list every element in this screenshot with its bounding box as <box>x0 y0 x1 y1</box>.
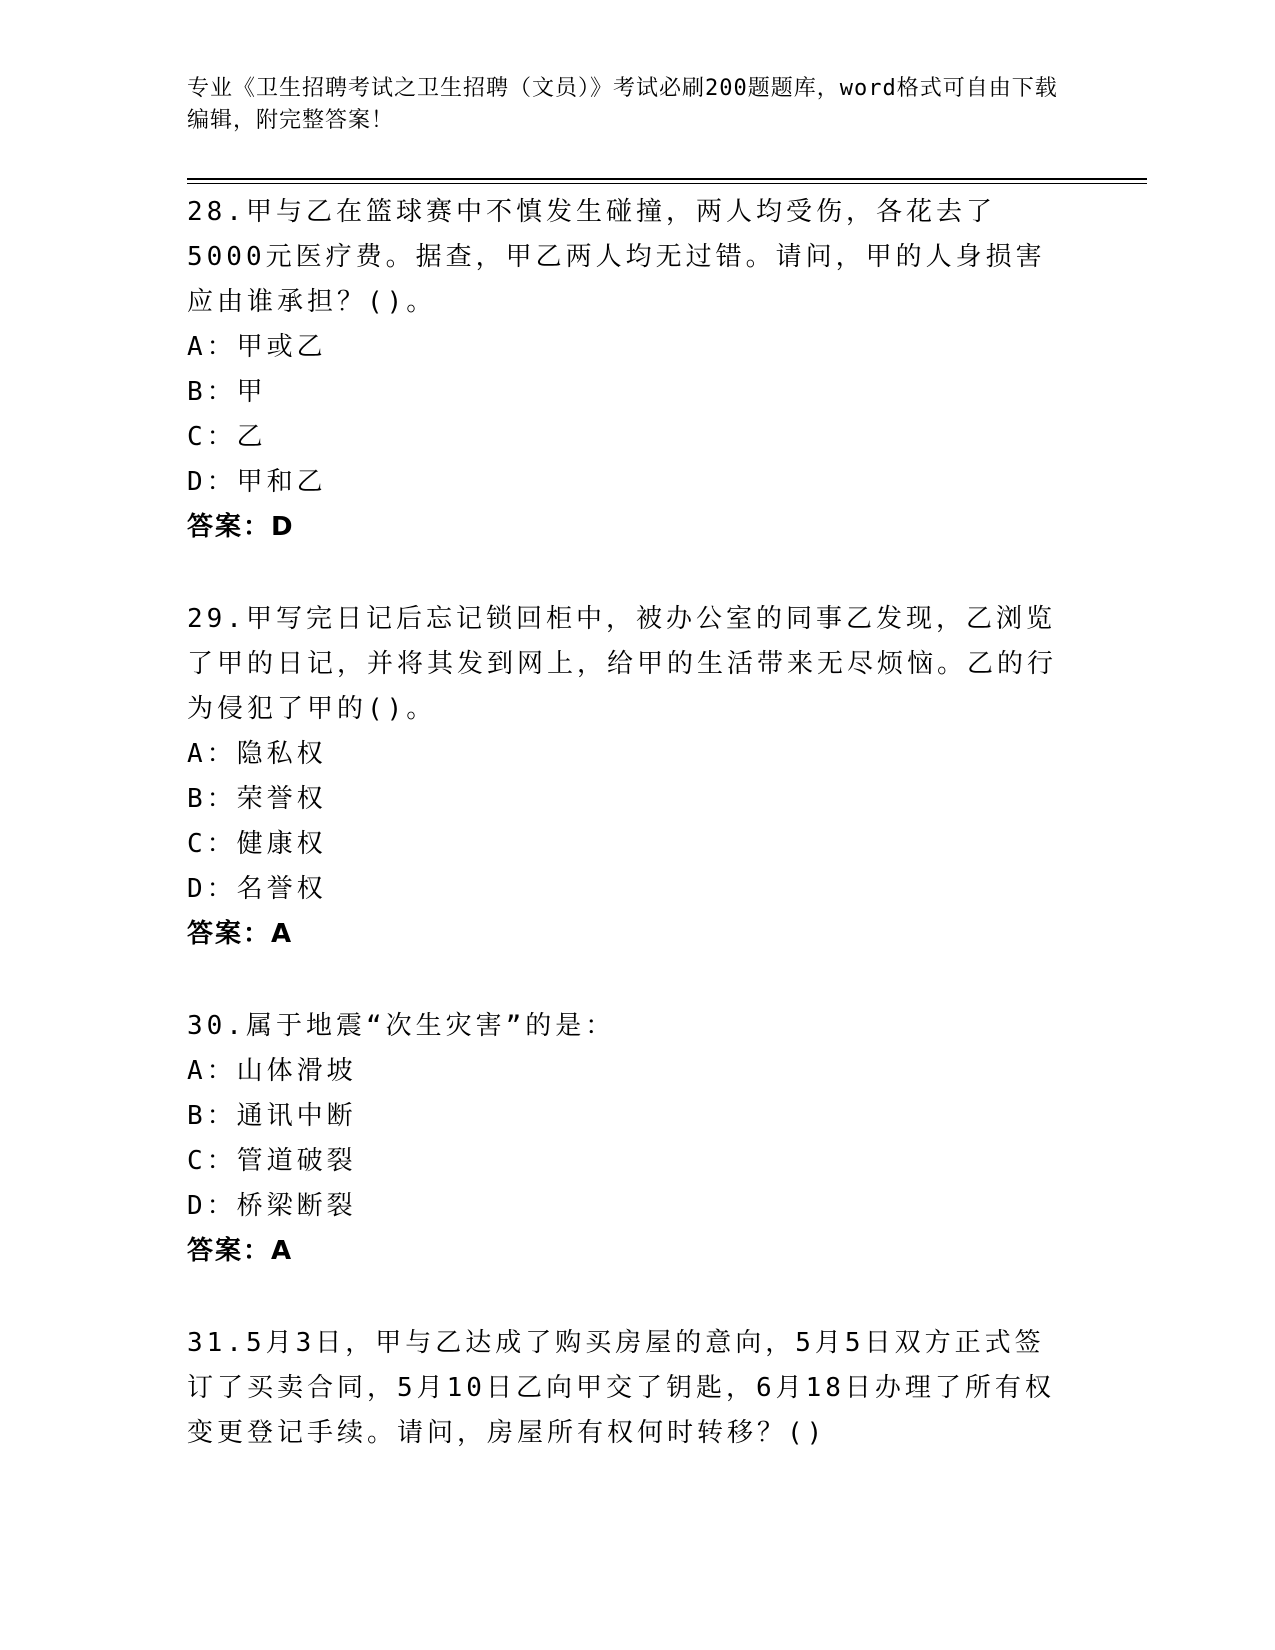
question-30 <box>187 1004 1067 1274</box>
question-28 <box>187 190 1067 550</box>
option-c: C：管道破裂 <box>187 1146 357 1176</box>
option-c: C：乙 <box>187 422 267 452</box>
answer-line: 答案：A <box>187 919 294 949</box>
option-b: B：甲 <box>187 377 267 407</box>
document-header: 专业《卫生招聘考试之卫生招聘（文员）》考试必刷200题题库，word格式可自由下载编辑，附完整答案！ <box>187 76 1058 133</box>
option-a: A：山体滑坡 <box>187 1056 357 1086</box>
question-29 <box>187 597 1067 957</box>
question-stem: 29.甲写完日记后忘记锁回柜中，被办公室的同事乙发现，乙浏览了甲的日记，并将其发到网上，给甲的生活带来无尽烦恼。乙的行为侵犯了甲的()。 <box>187 604 1058 724</box>
option-d: D：甲和乙 <box>187 467 327 497</box>
option-a: A：隐私权 <box>187 739 327 769</box>
option-b: B：通讯中断 <box>187 1101 357 1131</box>
question-stem: 31.5月3日，甲与乙达成了购买房屋的意向，5月5日双方正式签订了买卖合同，5月10日乙向甲交了钥匙，6月18日办理了所有权变更登记手续。请问，房屋所有权何时转移？() <box>187 1328 1055 1448</box>
question-31 <box>187 1321 1067 1456</box>
question-stem: 28.甲与乙在篮球赛中不慎发生碰撞，两人均受伤，各花去了5000元医疗费。据查，甲乙两人均无过错。请问，甲的人身损害应由谁承担？()。 <box>187 197 1046 317</box>
option-a: A：甲或乙 <box>187 332 327 362</box>
option-d: D：桥梁断裂 <box>187 1191 357 1221</box>
header-divider-thin <box>187 183 1147 184</box>
answer-line: 答案：A <box>187 1236 294 1266</box>
option-b: B：荣誉权 <box>187 784 327 814</box>
question-stem: 30.属于地震“次生灾害”的是： <box>187 1011 616 1041</box>
question-list <box>187 190 1067 1503</box>
header-divider-thick <box>187 178 1147 180</box>
answer-line: 答案：D <box>187 512 295 542</box>
option-d: D：名誉权 <box>187 874 327 904</box>
option-c: C：健康权 <box>187 829 327 859</box>
